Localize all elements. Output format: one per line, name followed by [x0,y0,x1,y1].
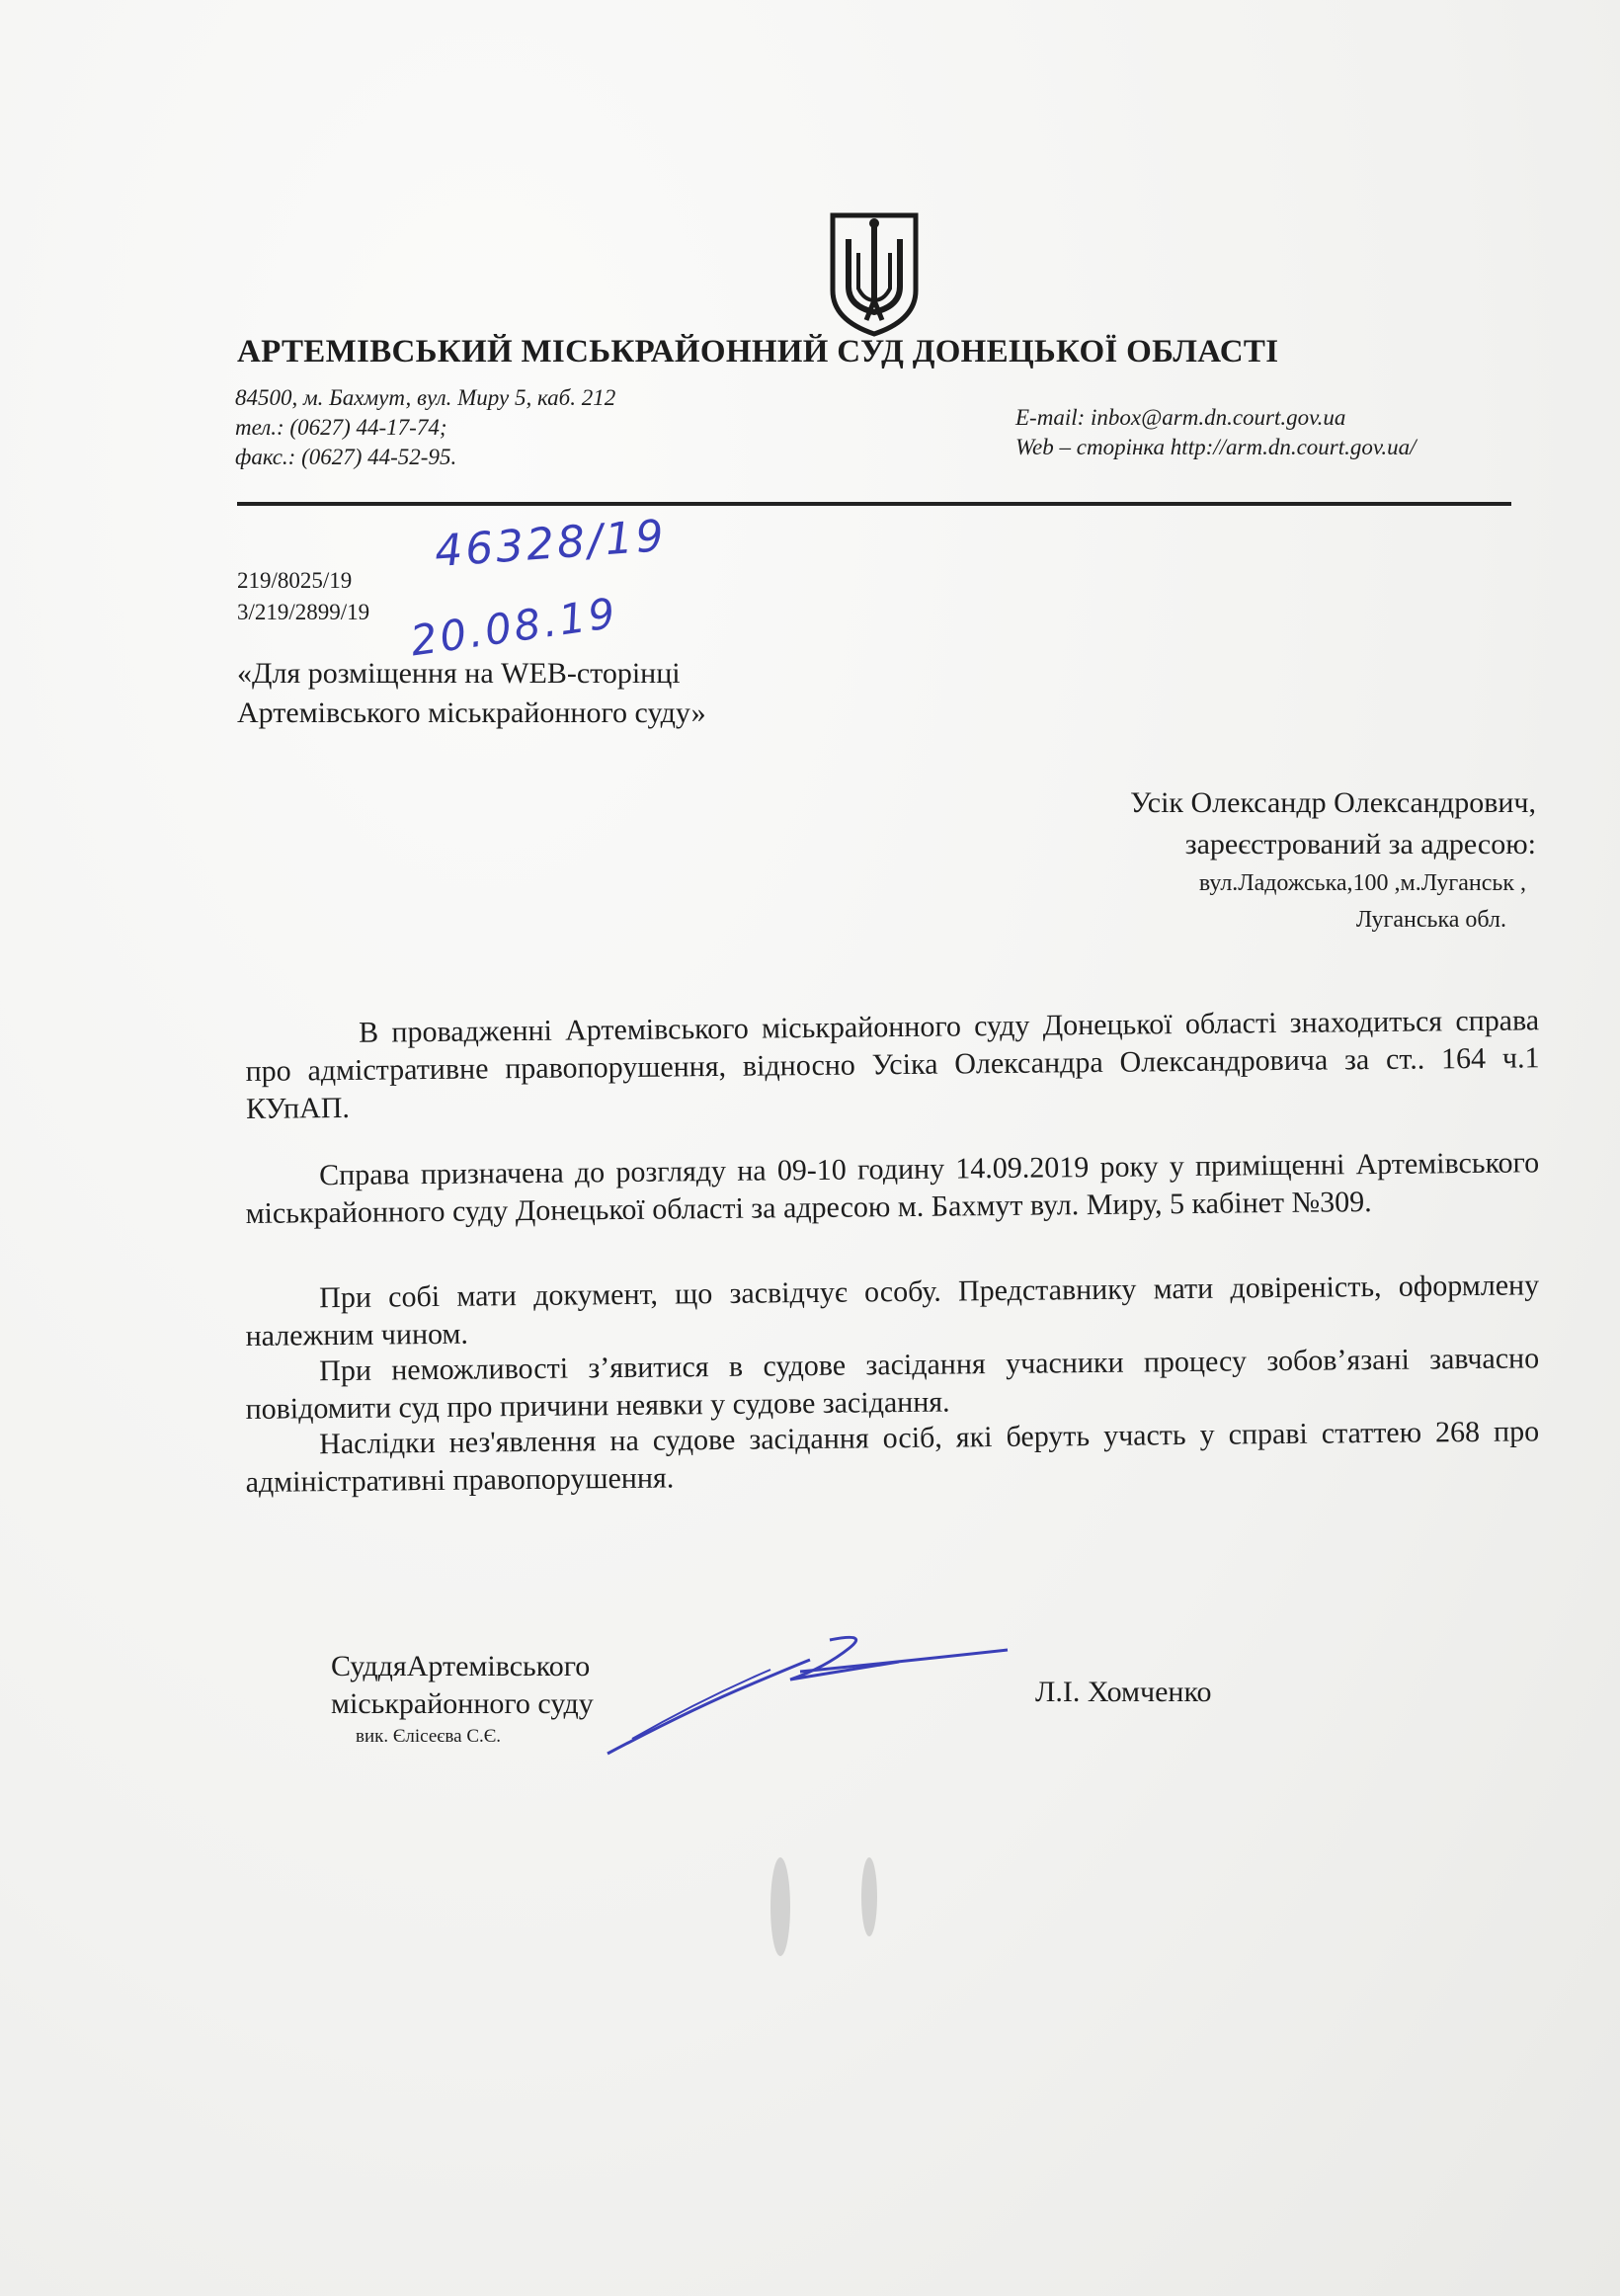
body-paragraph-1: В провадженні Артемівського міськрайонного суду Донецької області знаходиться справа про адмістративне правопорушення, відносно Усіка Олександра Олександровича за ст.. 164 ч.1 КУпАП. [245,1004,1540,1125]
coat-of-arms-icon [825,209,924,338]
court-fax: факс.: (0627) 44-52-95. [235,445,457,469]
header-divider [237,502,1511,506]
signatory-title [331,1648,594,1751]
handwritten-incoming-number: 46328/19 [433,510,669,578]
case-number-2: 3/219/2899/19 [237,600,370,624]
contact-right [1015,403,1417,462]
body-paragraph-5: Наслідки нез'явлення на судове засідання осіб, які беруть участь у справі статтею 268 про адміністративні правопорушення. [245,1415,1540,1499]
court-phone: тел.: (0627) 44-17-74; [235,415,447,440]
signatory-title-line2: міськрайонного суду [331,1687,594,1720]
signatory-title-line1: СуддяАртемівського [331,1650,591,1682]
addressee-name: Усік Олександр Олександрович, [1130,786,1536,819]
court-name: АРТЕМІВСЬКИЙ МІСЬКРАЙОННИЙ СУД ДОНЕЦЬКОЇ ОБЛАСТІ [237,334,1279,369]
web-note-line1: «Для розміщення на WEB-сторінці [237,657,681,690]
executor-name: вик. Єлісеєва С.Є. [356,1726,502,1747]
judge-name: Л.І. Хомченко [1035,1676,1212,1708]
body-paragraph-2: Справа призначена до розгляду на 09-10 годину 14.09.2019 року у приміщенні Артемівського міськрайонного суду Донецької області за адресою м. Бахмут вул. Миру, 5 кабінет №309. [245,1146,1540,1230]
court-address: 84500, м. Бахмут, вул. Миру 5, каб. 212 [235,385,616,410]
scan-smudge [751,1838,909,1976]
handwritten-signature [603,1630,1017,1759]
case-numbers [237,565,369,628]
handwritten-date: 20.08.19 [407,588,621,666]
body-paragraph-3: При собі мати документ, що засвідчує особу. Представнику мати довіреність, оформлену належним чином. [245,1269,1540,1353]
web-publication-note [237,654,706,733]
addressee-block [1130,782,1536,939]
court-website: Web – сторінка http://arm.dn.court.gov.ua/ [1015,435,1417,459]
contact-left [235,383,615,472]
addressee-street: вул.Ладожська,100 ,м.Луганськ , [1198,870,1526,896]
court-email: E-mail: inbox@arm.dn.court.gov.ua [1015,405,1346,430]
body-paragraph-4: При неможливості з’явитися в судове засідання учасники процесу зобов’язані завчасно повідомити суд про причини неявки у судове засідання. [245,1342,1540,1426]
addressee-registered: зареєстрований за адресою: [1184,828,1536,861]
addressee-region: Луганська обл. [1355,907,1506,933]
web-note-line2: Артемівського міськрайонного суду» [237,697,706,729]
case-number-1: 219/8025/19 [237,568,353,593]
